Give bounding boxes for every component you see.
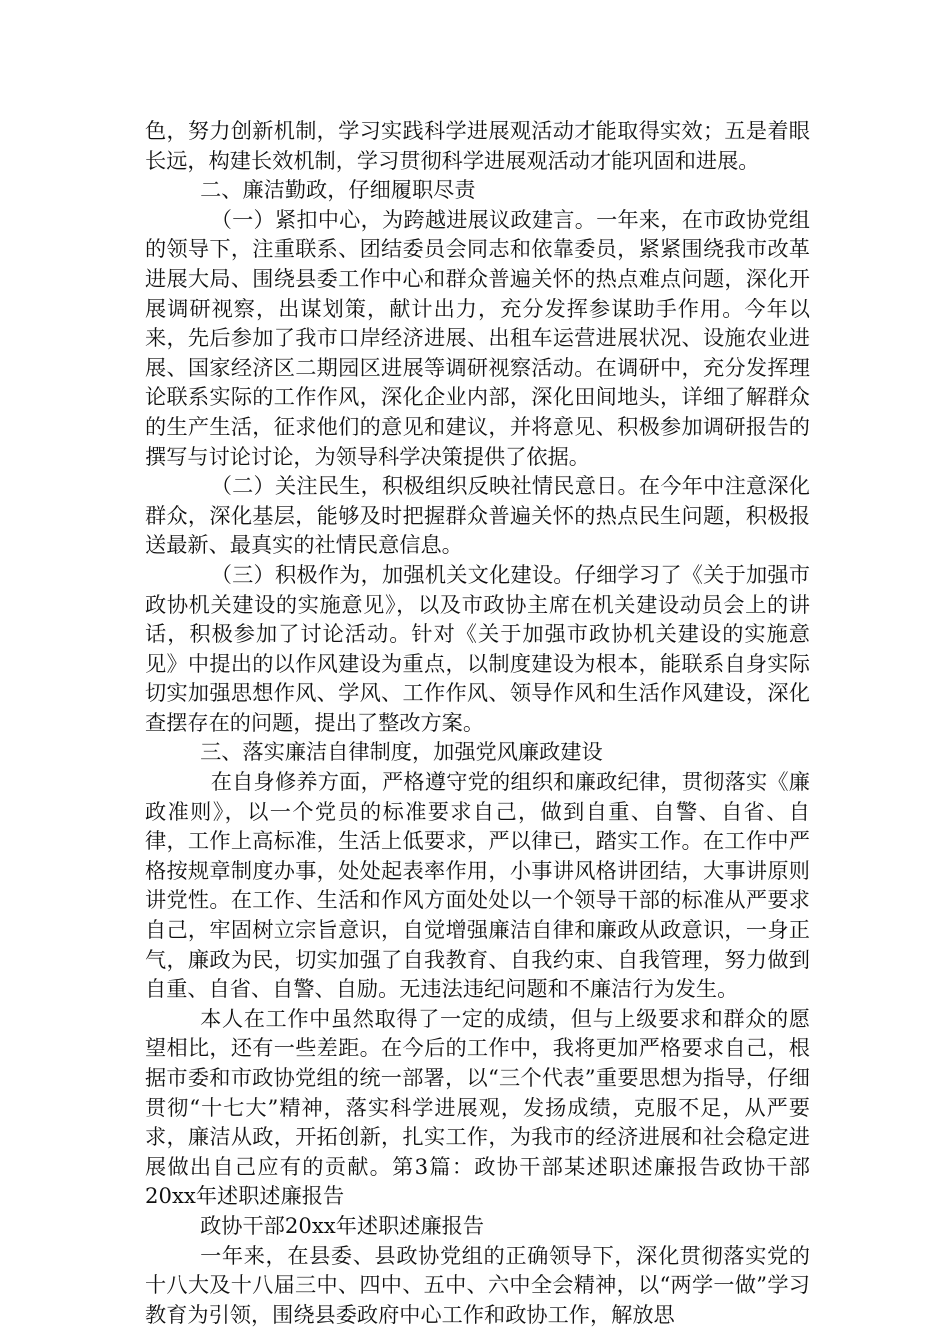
report-title: 政协干部20xx年述职述廉报告	[200, 1212, 485, 1238]
paragraph-2-2: （二）关注民生，积极组织反映社情民意日。在今年中注意深化群众，深化基层，能够及时把握群众普遍关怀的热点民生问题，积极报送最新、最真实的社情民意信息。	[145, 473, 810, 558]
paragraph-4-1: 一年来，在县委、县政协党组的正确领导下，深化贯彻落实党的十八大及十八届三中、四中、五中、六中全会精神，以“两学一做”学习教育为引领，围绕县委政府中心工作和政协工作，解放思	[145, 1242, 810, 1327]
paragraph-2-3: （三）积极作为，加强机关文化建设。仔细学习了《关于加强市政协机关建设的实施意见》，以及市政协主席在机关建设动员会上的讲话，积极参加了讨论活动。针对《关于加强市政协机关建设的实施意见》中提出的以作风建设为重点，以制度建设为根本，能联系自身实际切实加强思想作风、学风、工作作风、领导作风和生活作风建设，深化查摆存在的问题，提出了整改方案。	[145, 561, 810, 735]
section-heading-2: 二、廉洁勤政，仔细履职尽责	[200, 177, 476, 203]
paragraph-3-2: 本人在工作中虽然取得了一定的成绩，但与上级要求和群众的愿望相比，还有一些差距。在今后的工作中，我将更加严格要求自己，根据市委和市政协党组的统一部署，以“三个代表”重要思想为指导，仔细贯彻“十七大”精神，落实科学进展观，发扬成绩，克服不足，从严要求，廉洁从政，开拓创新，扎实工作，为我市的经济进展和社会稳定进展做出自己应有的贡献。第3篇：政协干部某述职述廉报告政协干部20xx年述职述廉报告	[145, 1005, 810, 1209]
document-body	[145, 116, 810, 1329]
paragraph-2-1: （一）紧扣中心，为跨越进展议政建言。一年来，在市政协党组的领导下，注重联系、团结委员会同志和依靠委员，紧紧围绕我市改革进展大局、围绕县委工作中心和群众普遍关怀的热点难点问题，深化开展调研视察，出谋划策，献计出力，充分发挥参谋助手作用。今年以来，先后参加了我市口岸经济进展、出租车运营进展状况、设施农业进展、国家经济区二期园区进展等调研视察活动。在调研中，充分发挥理论联系实际的工作作风，深化企业内部，深化田间地头，详细了解群众的生产生活，征求他们的意见和建议，并将意见、积极参加调研报告的撰写与讨论讨论，为领导科学决策提供了依据。	[145, 206, 810, 469]
section-heading-3: 三、落实廉洁自律制度，加强党风廉政建设	[200, 739, 603, 765]
paragraph-3-1: 在自身修养方面，严格遵守党的组织和廉政纪律，贯彻落实《廉政准则》，以一个党员的标准要求自己，做到自重、自警、自省、自律，工作上高标准，生活上低要求，严以律已，踏实工作。在工作中严格按规章制度办事，处处起表率作用，小事讲风格讲团结，大事讲原则讲党性。在工作、生活和作风方面处处以一个领导干部的标准从严要求自己，牢固树立宗旨意识，自觉增强廉洁自律和廉政从政意识，一身正气，廉政为民，切实加强了自我教育、自我约束、自我管理，努力做到自重、自省、自警、自励。无违法违纪问题和不廉洁行为发生。	[145, 769, 810, 1002]
paragraph-continued: 色，努力创新机制，学习实践科学进展观活动才能取得实效；五是着眼长远，构建长效机制，学习贯彻科学进展观活动才能巩固和进展。	[145, 118, 810, 173]
